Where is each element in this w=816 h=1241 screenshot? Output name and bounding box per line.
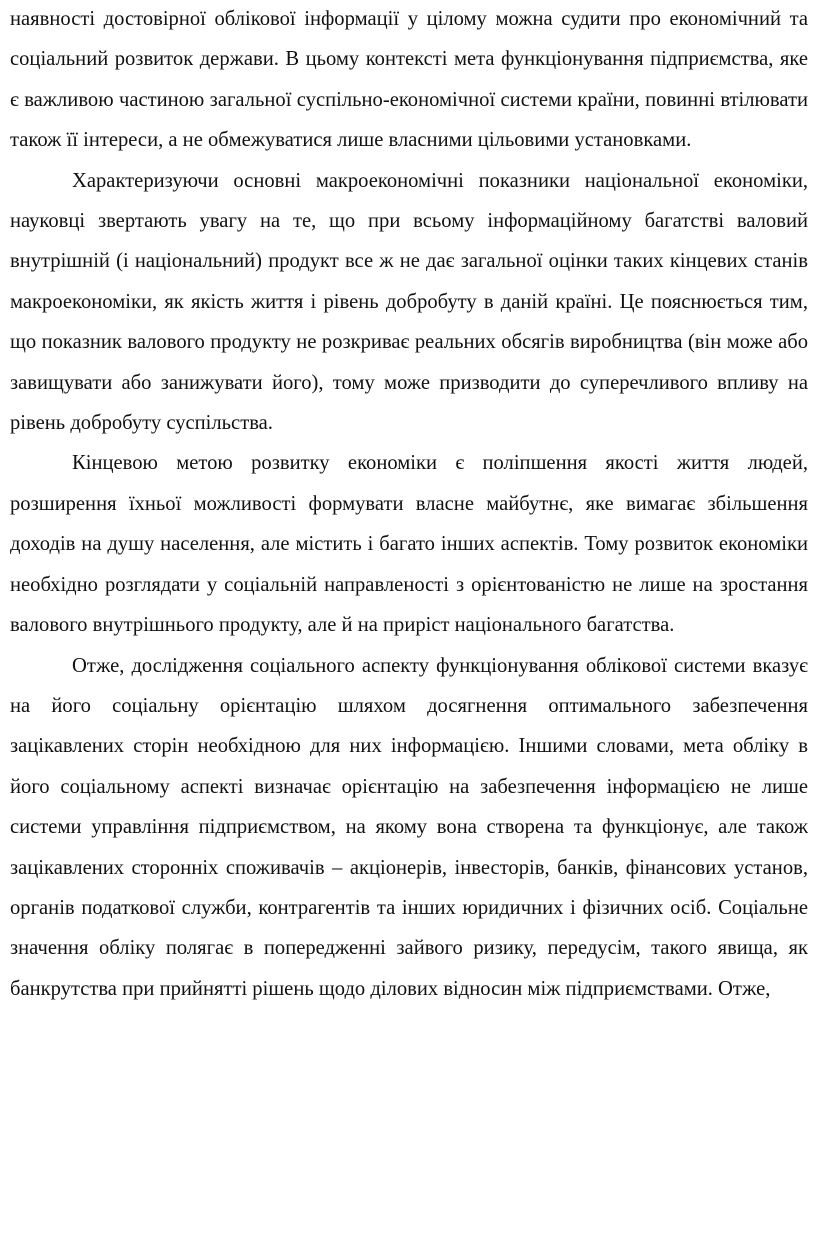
paragraph-continuation: наявності достовірної облікової інформації у цілому можна судити про економічний та соціальний розвиток держави. В цьому контексті мета функціонування підприємства, яке є важливою частиною загальної суспільно-економічної системи країни, повинні втілювати також її інтереси, а не обмежуватися лише власними цільовими установками. (10, 8, 808, 152)
document-page (10, 0, 808, 1009)
paragraph-macroeconomic-indicators: Характеризуючи основні макроекономічні показники національної економіки, науковці звертають увагу на те, що при всьому інформаційному багатстві валовий внутрішній (і національний) продукт все ж не дає загальної оцінки таких кінцевих станів макроекономіки, як якість життя і рівень добробуту в даній країні. Це пояснюється тим, що показник валового продукту не розкриває реальних обсягів виробництва (він може або завищувати або занижувати його), тому може призводити до суперечливого впливу на рівень добробуту суспільства. (10, 169, 808, 435)
paragraph-economic-development-goal: Кінцевою метою розвитку економіки є поліпшення якості життя людей, розширення їхньої можливості формувати власне майбутнє, яке вимагає збільшення доходів на душу населення, але містить і багато інших аспектів. Тому розвиток економіки необхідно розглядати у соціальній направленості з орієнтованістю не лише на зростання валового внутрішнього продукту, але й на приріст національного багатства. (10, 452, 808, 637)
paragraph-social-aspect-accounting: Отже, дослідження соціального аспекту функціонування облікової системи вказує на його соціальну орієнтацію шляхом досягнення оптимального забезпечення зацікавлених сторін необхідною для них інформацією. Іншими словами, мета обліку в його соціальному аспекті визначає орієнтацію на забезпечення інформацією не лише системи управління підприємством, на якому вона створена та функціонує, але також зацікавлених сторонніх споживачів – акціонерів, інвесторів, банків, фінансових установ, органів податкової служби, контрагентів та інших юридичних і фізичних осіб. Соціальне значення обліку полягає в попередженні зайвого ризику, передусім, такого явища, як банкрутства при прийнятті рішень щодо ділових відносин між підприємствами. Отже, (10, 654, 808, 1000)
